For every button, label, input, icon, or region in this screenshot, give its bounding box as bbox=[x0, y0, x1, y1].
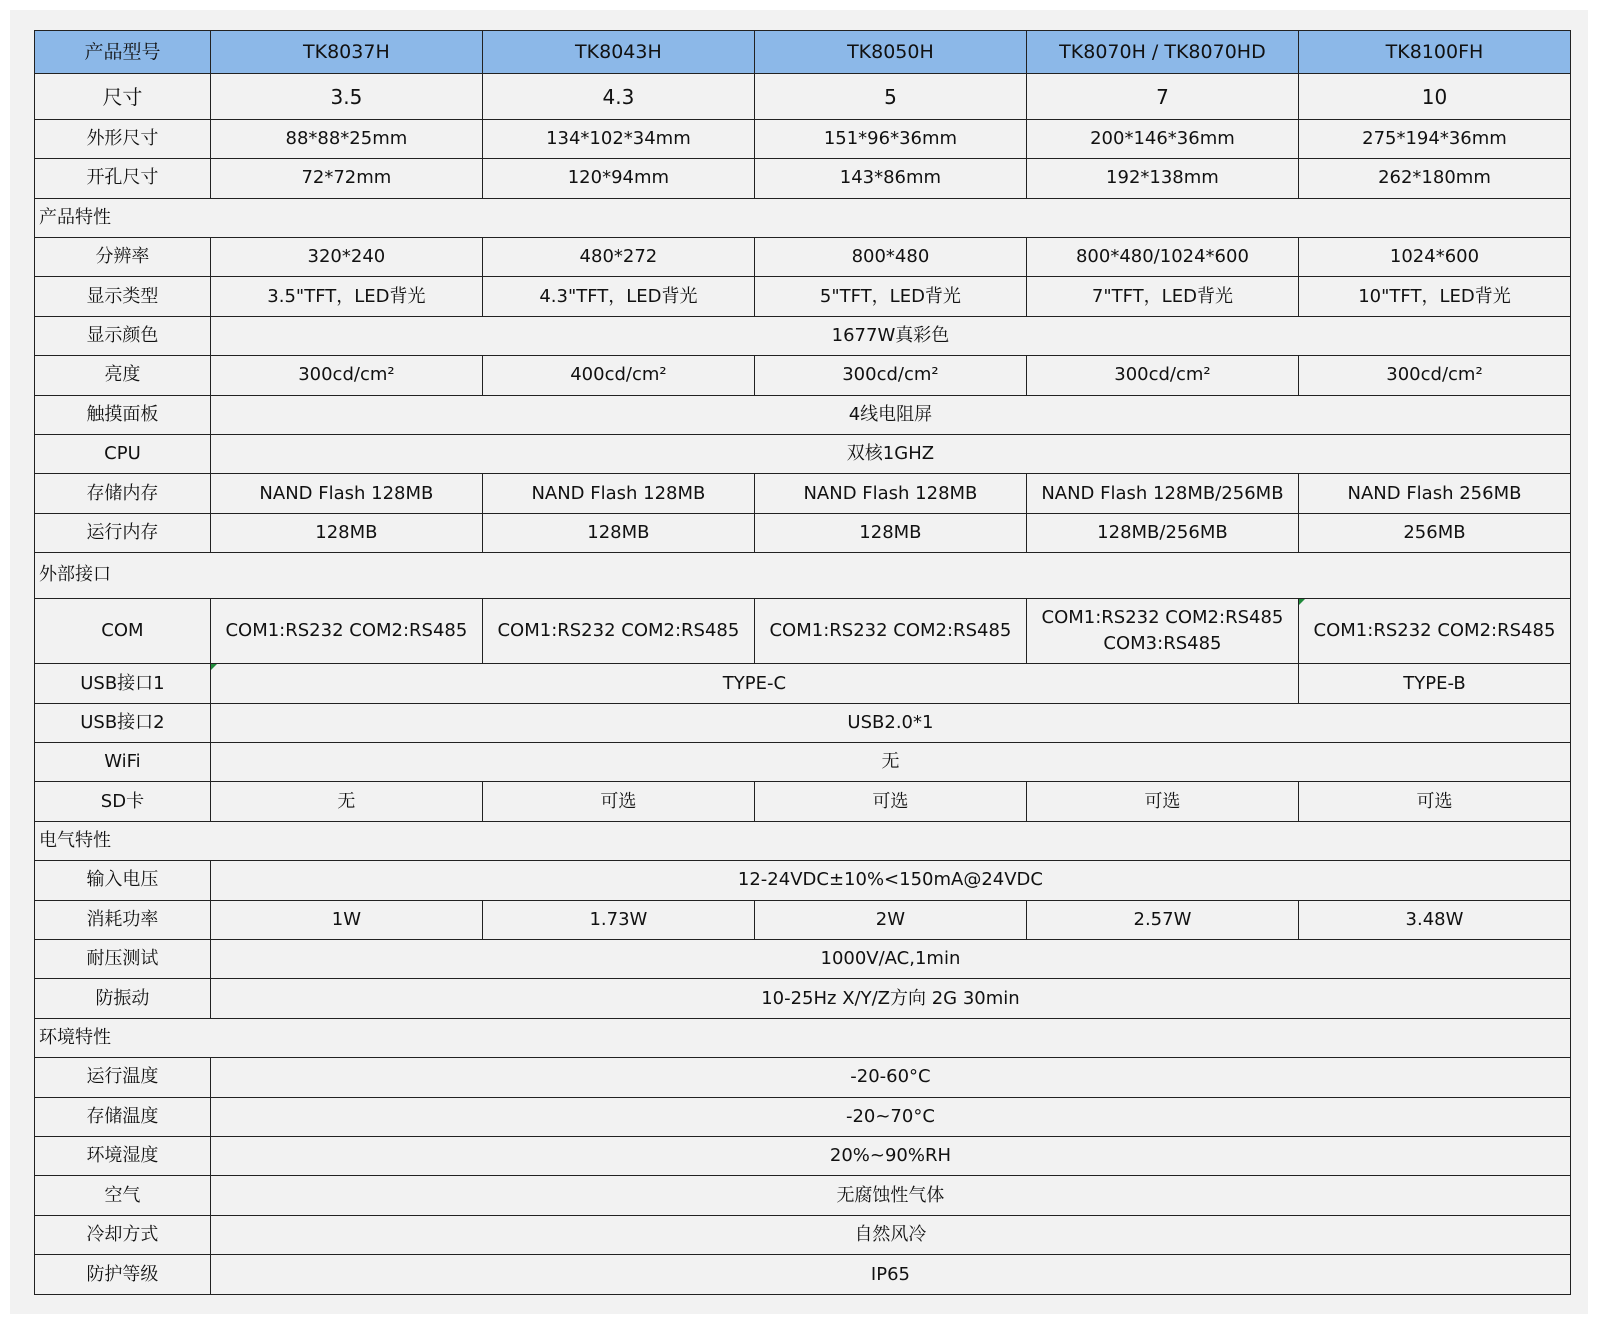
row-ram bbox=[35, 513, 1571, 552]
cell: NAND Flash 256MB bbox=[1298, 474, 1570, 513]
row-voltage bbox=[35, 861, 1571, 900]
cell: 可选 bbox=[754, 782, 1026, 821]
cell: NAND Flash 128MB bbox=[482, 474, 754, 513]
cell: 1W bbox=[210, 900, 482, 939]
row-label: 触摸面板 bbox=[35, 395, 211, 434]
cell: 5"TFT，LED背光 bbox=[754, 277, 1026, 316]
cell: 72*72mm bbox=[210, 159, 482, 198]
row-label: CPU bbox=[35, 435, 211, 474]
row-label: 环境湿度 bbox=[35, 1137, 211, 1176]
section-product bbox=[35, 198, 1571, 237]
cell: COM1:RS232 COM2:RS485 bbox=[482, 598, 754, 664]
row-label: COM bbox=[35, 598, 211, 664]
row-label: 输入电压 bbox=[35, 861, 211, 900]
section-interface bbox=[35, 553, 1571, 598]
spec-table bbox=[34, 30, 1571, 1295]
merged-cell: 无 bbox=[210, 743, 1570, 782]
row-usb1 bbox=[35, 664, 1571, 703]
cell: 128MB bbox=[754, 513, 1026, 552]
row-label: SD卡 bbox=[35, 782, 211, 821]
row-operating-temp bbox=[35, 1058, 1571, 1097]
row-air bbox=[35, 1176, 1571, 1215]
row-wifi bbox=[35, 743, 1571, 782]
row-display-type bbox=[35, 277, 1571, 316]
row-label: 冷却方式 bbox=[35, 1215, 211, 1254]
cell: NAND Flash 128MB/256MB bbox=[1026, 474, 1298, 513]
cell: 400cd/cm² bbox=[482, 356, 754, 395]
row-outline-size bbox=[35, 119, 1571, 158]
model-tk8050h: TK8050H bbox=[754, 31, 1026, 74]
cell: 320*240 bbox=[210, 238, 482, 277]
row-label: 分辨率 bbox=[35, 238, 211, 277]
cell: 128MB/256MB bbox=[1026, 513, 1298, 552]
cell: 无 bbox=[210, 782, 482, 821]
row-storage-temp bbox=[35, 1097, 1571, 1136]
row-label: 外形尺寸 bbox=[35, 119, 211, 158]
model-tk8043h: TK8043H bbox=[482, 31, 754, 74]
row-touch bbox=[35, 395, 1571, 434]
cell-multiline bbox=[1026, 598, 1298, 664]
row-cooling bbox=[35, 1215, 1571, 1254]
section-environment bbox=[35, 1018, 1571, 1057]
row-label: 耐压测试 bbox=[35, 940, 211, 979]
cell: 300cd/cm² bbox=[1298, 356, 1570, 395]
row-display-color bbox=[35, 316, 1571, 355]
cell: 192*138mm bbox=[1026, 159, 1298, 198]
cell: 275*194*36mm bbox=[1298, 119, 1570, 158]
merged-cell: 双核1GHZ bbox=[210, 435, 1570, 474]
cell: 7 bbox=[1026, 74, 1298, 119]
cell: 1024*600 bbox=[1298, 238, 1570, 277]
row-label: WiFi bbox=[35, 743, 211, 782]
cell: 120*94mm bbox=[482, 159, 754, 198]
cell: 4.3 bbox=[482, 74, 754, 119]
cell: 300cd/cm² bbox=[1026, 356, 1298, 395]
row-label: 运行温度 bbox=[35, 1058, 211, 1097]
cell: COM1:RS232 COM2:RS485 bbox=[754, 598, 1026, 664]
merged-cell: 4线电阻屏 bbox=[210, 395, 1570, 434]
row-protection bbox=[35, 1255, 1571, 1295]
section-title: 电气特性 bbox=[35, 821, 1571, 860]
row-label: 消耗功率 bbox=[35, 900, 211, 939]
row-label: 运行内存 bbox=[35, 513, 211, 552]
row-power bbox=[35, 900, 1571, 939]
row-brightness bbox=[35, 356, 1571, 395]
header-row bbox=[35, 31, 1571, 74]
merged-cell: 1677W真彩色 bbox=[210, 316, 1570, 355]
row-size bbox=[35, 74, 1571, 119]
cell: 10 bbox=[1298, 74, 1570, 119]
cell: COM1:RS232 COM2:RS485 bbox=[210, 598, 482, 664]
cell: 800*480/1024*600 bbox=[1026, 238, 1298, 277]
header-label: 产品型号 bbox=[35, 31, 211, 74]
merged-cell: 无腐蚀性气体 bbox=[210, 1176, 1570, 1215]
section-title: 外部接口 bbox=[35, 553, 1571, 598]
cell: 143*86mm bbox=[754, 159, 1026, 198]
cell: 4.3"TFT，LED背光 bbox=[482, 277, 754, 316]
cell: 1.73W bbox=[482, 900, 754, 939]
cell: 134*102*34mm bbox=[482, 119, 754, 158]
model-tk8070h: TK8070H / TK8070HD bbox=[1026, 31, 1298, 74]
model-tk8037h: TK8037H bbox=[210, 31, 482, 74]
row-label: 存储温度 bbox=[35, 1097, 211, 1136]
row-label: 存储内存 bbox=[35, 474, 211, 513]
row-label: 显示类型 bbox=[35, 277, 211, 316]
cell: 88*88*25mm bbox=[210, 119, 482, 158]
cell: 2.57W bbox=[1026, 900, 1298, 939]
row-com bbox=[35, 598, 1571, 664]
row-label: 尺寸 bbox=[35, 74, 211, 119]
row-label: USB接口2 bbox=[35, 703, 211, 742]
row-cutout-size bbox=[35, 159, 1571, 198]
row-label: 空气 bbox=[35, 1176, 211, 1215]
com-line-2: COM3:RS485 bbox=[1103, 632, 1222, 654]
cell: 可选 bbox=[482, 782, 754, 821]
cell: COM1:RS232 COM2:RS485 bbox=[1298, 598, 1570, 664]
merged-cell: -20~70°C bbox=[210, 1097, 1570, 1136]
cell: 800*480 bbox=[754, 238, 1026, 277]
cell: 151*96*36mm bbox=[754, 119, 1026, 158]
cell: 200*146*36mm bbox=[1026, 119, 1298, 158]
merged-cell: 1000V/AC,1min bbox=[210, 940, 1570, 979]
section-electrical bbox=[35, 821, 1571, 860]
cell: 5 bbox=[754, 74, 1026, 119]
cell: 480*272 bbox=[482, 238, 754, 277]
cell: 300cd/cm² bbox=[210, 356, 482, 395]
section-title: 环境特性 bbox=[35, 1018, 1571, 1057]
cell: 3.48W bbox=[1298, 900, 1570, 939]
row-resolution bbox=[35, 238, 1571, 277]
cell: 262*180mm bbox=[1298, 159, 1570, 198]
cell: 3.5 bbox=[210, 74, 482, 119]
row-withstand bbox=[35, 940, 1571, 979]
cell: 可选 bbox=[1298, 782, 1570, 821]
cell: 128MB bbox=[482, 513, 754, 552]
cell: NAND Flash 128MB bbox=[754, 474, 1026, 513]
merged-cell: USB2.0*1 bbox=[210, 703, 1570, 742]
merged-cell: -20-60°C bbox=[210, 1058, 1570, 1097]
row-label: 防护等级 bbox=[35, 1255, 211, 1295]
model-tk8100fh: TK8100FH bbox=[1298, 31, 1570, 74]
row-label: USB接口1 bbox=[35, 664, 211, 703]
cell: 可选 bbox=[1026, 782, 1298, 821]
merged-cell: 20%~90%RH bbox=[210, 1137, 1570, 1176]
com-line-1: COM1:RS232 COM2:RS485 bbox=[1041, 606, 1284, 628]
row-label: 亮度 bbox=[35, 356, 211, 395]
cell: 10"TFT，LED背光 bbox=[1298, 277, 1570, 316]
merged-cell: 自然风冷 bbox=[210, 1215, 1570, 1254]
cell: 256MB bbox=[1298, 513, 1570, 552]
section-title: 产品特性 bbox=[35, 198, 1571, 237]
cell: 2W bbox=[754, 900, 1026, 939]
row-vibration bbox=[35, 979, 1571, 1018]
row-humidity bbox=[35, 1137, 1571, 1176]
row-label: 显示颜色 bbox=[35, 316, 211, 355]
cell: 3.5"TFT，LED背光 bbox=[210, 277, 482, 316]
cell: 7"TFT，LED背光 bbox=[1026, 277, 1298, 316]
cell: NAND Flash 128MB bbox=[210, 474, 482, 513]
row-sd bbox=[35, 782, 1571, 821]
merged-cell: IP65 bbox=[210, 1255, 1570, 1295]
row-label: 防振动 bbox=[35, 979, 211, 1018]
cell: 300cd/cm² bbox=[754, 356, 1026, 395]
row-label: 开孔尺寸 bbox=[35, 159, 211, 198]
row-cpu bbox=[35, 435, 1571, 474]
row-storage bbox=[35, 474, 1571, 513]
cell: TYPE-B bbox=[1298, 664, 1570, 703]
merged-cell: 12-24VDC±10%<150mA@24VDC bbox=[210, 861, 1570, 900]
row-usb2 bbox=[35, 703, 1571, 742]
cell: 128MB bbox=[210, 513, 482, 552]
merged-cell: 10-25Hz X/Y/Z方向 2G 30min bbox=[210, 979, 1570, 1018]
merged-cell: TYPE-C bbox=[210, 664, 1298, 703]
